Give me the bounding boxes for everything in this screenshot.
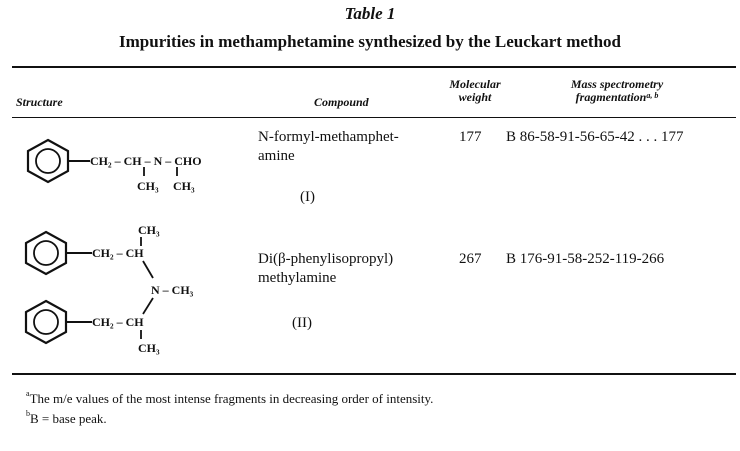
structure-1-methyl-a: CH₃ — [137, 179, 159, 193]
header-ms-footnote-marks: a, b — [646, 91, 659, 100]
aromatic-circle-icon — [34, 310, 58, 334]
aromatic-circle-icon — [36, 149, 60, 173]
table-number: Table 1 — [344, 4, 396, 23]
footnote-a-mark: a — [26, 389, 30, 398]
compound-2-name-line2: methylamine — [258, 270, 337, 286]
bond-to-n-upper — [143, 261, 153, 278]
compound-2-name — [258, 250, 448, 288]
bottom-rule — [12, 373, 736, 375]
compound-1-name — [258, 128, 438, 166]
structure-compound-2 — [26, 223, 194, 355]
compound-1-name-line1: N-formyl-methamphet- — [258, 129, 399, 145]
header-molecular-weight — [440, 78, 510, 104]
benzene-ring-icon — [26, 232, 66, 274]
footnote-a-text: The m/e values of the most intense fragments in decreasing order of intensity. — [29, 391, 434, 406]
top-rule — [12, 66, 736, 68]
footnote-b-text: B = base peak. — [30, 411, 107, 426]
structure-2-n-methyl: N – CH₃ — [151, 283, 194, 297]
bond-to-n-lower — [143, 298, 153, 314]
structure-2-upper-chain: CH₂ – CH — [92, 246, 144, 260]
compound-1-ms-fragmentation: B 86-58-91-56-65-42 . . . 177 — [506, 129, 684, 145]
header-ms-line2-text: fragmentation — [575, 90, 647, 104]
header-mw-line1: Molecular — [449, 77, 501, 91]
compound-2-name-line1: Di(β-phenylisopropyl) — [258, 251, 394, 267]
compound-1-molecular-weight: 177 — [459, 129, 482, 145]
table-title: Impurities in methamphetamine synthesized by the Leuckart method — [119, 32, 621, 51]
benzene-ring-icon — [26, 301, 66, 343]
structure-2-bottom-methyl: CH₃ — [138, 341, 160, 355]
header-rule — [12, 117, 736, 118]
footnote-a — [26, 391, 433, 407]
structure-drawings — [10, 120, 255, 370]
aromatic-circle-icon — [34, 241, 58, 265]
header-structure: Structure — [16, 95, 63, 109]
compound-1-number: (I) — [300, 189, 315, 205]
header-mw-line2: weight — [458, 90, 492, 104]
structure-1-methyl-b: CH₃ — [173, 179, 195, 193]
compound-2-ms-fragmentation: B 176-91-58-252-119-266 — [506, 251, 665, 267]
benzene-ring-icon — [28, 140, 68, 182]
structure-1-chain: CH₂ – CH – N – CHO — [90, 154, 202, 168]
compound-2-molecular-weight: 267 — [459, 251, 482, 267]
structure-2-top-methyl: CH₃ — [138, 223, 160, 237]
header-ms-line2 — [532, 91, 702, 104]
structure-compound-1 — [28, 140, 202, 193]
header-compound: Compound — [314, 95, 369, 109]
footnote-b — [26, 411, 107, 427]
footnote-b-mark: b — [26, 409, 30, 418]
structure-2-lower-chain: CH₂ – CH — [92, 315, 144, 329]
header-ms-line1: Mass spectrometry — [570, 77, 664, 91]
header-mass-spectrometry — [532, 78, 702, 104]
compound-1-name-line2: amine — [258, 148, 295, 164]
compound-2-number: (II) — [292, 315, 312, 331]
